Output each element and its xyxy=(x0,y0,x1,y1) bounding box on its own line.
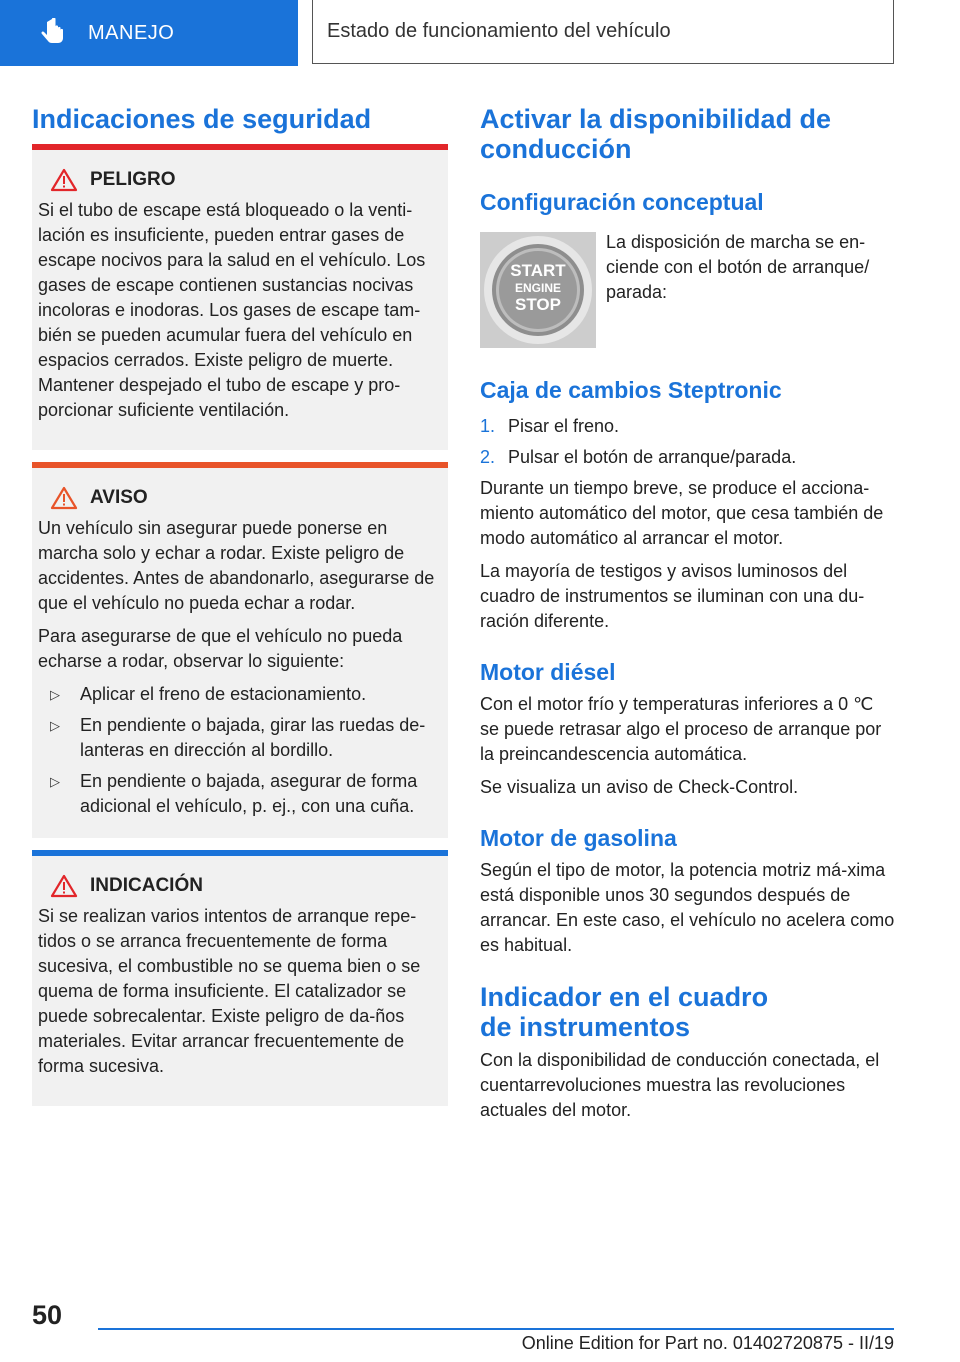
subsection-title: Motor de gasolina xyxy=(480,825,677,851)
warning-level: INDICACIÓN xyxy=(90,875,203,896)
list-item: ▷ En pendiente o bajada, girar las ruedas de-lanteras en dirección al bordillo. xyxy=(38,713,440,763)
section-title-line: de instrumentos xyxy=(480,1012,691,1042)
footer-divider xyxy=(98,1328,894,1330)
section-title-line: Activar la disponibilidad de xyxy=(480,104,832,134)
paragraph: Durante un tiempo breve, se produce el acciona-miento automático del motor, que cesa también de modo automático al arrancar el motor. xyxy=(480,478,884,548)
bullet-list xyxy=(38,682,440,819)
list-item: ▷ Aplicar el freno de estacionamiento. xyxy=(38,682,440,707)
warning-text: Si se realizan varios intentos de arranque repe-tidos o se arranca frecuentemente de forma sucesiva, el combustible no se quema bien o se quema de forma insuficiente. El catalizador se puede sobrecalentar. Existe peligro de da-ños materiales. Evitar arrancar frecuentemente de forma sucesiva. xyxy=(38,906,421,1076)
list-item: 2. Pulsar el botón de arranque/parada. xyxy=(480,447,797,467)
chapter-header xyxy=(312,0,894,64)
warning-box-caution xyxy=(32,462,448,838)
button-label-stop: STOP xyxy=(515,295,561,314)
notice-bar xyxy=(32,850,448,856)
warning-level: AVISO xyxy=(90,487,148,508)
paragraph: Se visualiza un aviso de Check-Control. xyxy=(480,777,799,797)
triangle-bullet-icon: ▷ xyxy=(50,774,60,789)
triangle-bullet-icon: ▷ xyxy=(50,687,60,702)
danger-bar xyxy=(32,144,448,150)
button-label-start: START xyxy=(510,261,566,280)
caution-bar xyxy=(32,462,448,468)
paragraph: Con la disponibilidad de conducción conectada, el cuentarrevoluciones muestra las revoluciones actuales del motor. xyxy=(480,1050,880,1120)
warning-level: PELIGRO xyxy=(90,169,176,190)
warning-triangle-icon xyxy=(50,874,78,898)
section-title-line: conducción xyxy=(480,134,632,164)
section-title-line: Indicador en el cuadro xyxy=(480,982,769,1012)
button-label-engine: ENGINE xyxy=(514,281,561,295)
right-column xyxy=(480,104,896,216)
warning-box-notice xyxy=(32,850,448,1106)
paragraph: La mayoría de testigos y avisos luminosos del cuadro de instrumentos se iluminan con una du-ración diferente. xyxy=(480,561,865,631)
section-tab[interactable] xyxy=(0,0,298,66)
subsection-title: Motor diésel xyxy=(480,659,616,685)
warning-text: Un vehículo sin asegurar puede ponerse en marcha solo y echar a rodar. Existe peligro de accidentes. Antes de abandonarlo, asegurarse de que el vehículo no pueda echar a rodar. xyxy=(38,518,435,613)
paragraph: Con el motor frío y temperaturas inferiores a 0 ℃ se puede retrasar algo el proceso de arranque por la preincandescencia automática. xyxy=(480,694,882,764)
right-column-body xyxy=(480,376,896,1123)
concept-text: La disposición de marcha se en-ciende con el botón de arranque/ parada: xyxy=(606,232,870,302)
footer-edition: Online Edition for Part no. 01402720875 - II/19 xyxy=(521,1333,894,1353)
triangle-bullet-icon: ▷ xyxy=(50,718,60,733)
section-label: MANEJO xyxy=(88,21,175,44)
start-stop-button-image xyxy=(480,232,596,348)
warning-box-danger xyxy=(32,144,448,450)
warning-triangle-icon xyxy=(50,168,78,192)
steps-list xyxy=(480,414,896,470)
subsection-title: Configuración conceptual xyxy=(480,189,764,215)
list-item: 1. Pisar el freno. xyxy=(480,416,620,436)
paragraph: Según el tipo de motor, la potencia motriz má-xima está disponible unos 30 segundos después de arrancar. En este caso, el vehículo no acelera como es habitual. xyxy=(480,860,895,955)
list-item: ▷ En pendiente o bajada, asegurar de forma adicional el vehículo, p. ej., con una cuña. xyxy=(38,769,440,819)
warning-text: Para asegurarse de que el vehículo no pueda echarse a rodar, observar lo siguiente: xyxy=(38,626,403,671)
page-number: 50 xyxy=(32,1300,63,1330)
page-title: Indicaciones de seguridad xyxy=(32,104,372,134)
chapter-title: Estado de funcionamiento del vehículo xyxy=(327,20,671,42)
hand-pointer-icon xyxy=(38,18,68,48)
warning-text: Si el tubo de escape está bloqueado o la venti-lación es insuficiente, pueden entrar gases de escape nocivos para la salud en el vehículo. Los gases de escape contienen sustancias nocivas incoloras e inodoras. Los gases de escape tam-bién se pueden acumular fuera del vehículo en espacios cerrados. Existe peligro de muerte. Mantener despejado el tubo de escape y pro-porcionar suficiente ventilación. xyxy=(38,200,426,420)
warning-triangle-icon xyxy=(50,486,78,510)
subsection-title: Caja de cambios Steptronic xyxy=(480,377,782,403)
